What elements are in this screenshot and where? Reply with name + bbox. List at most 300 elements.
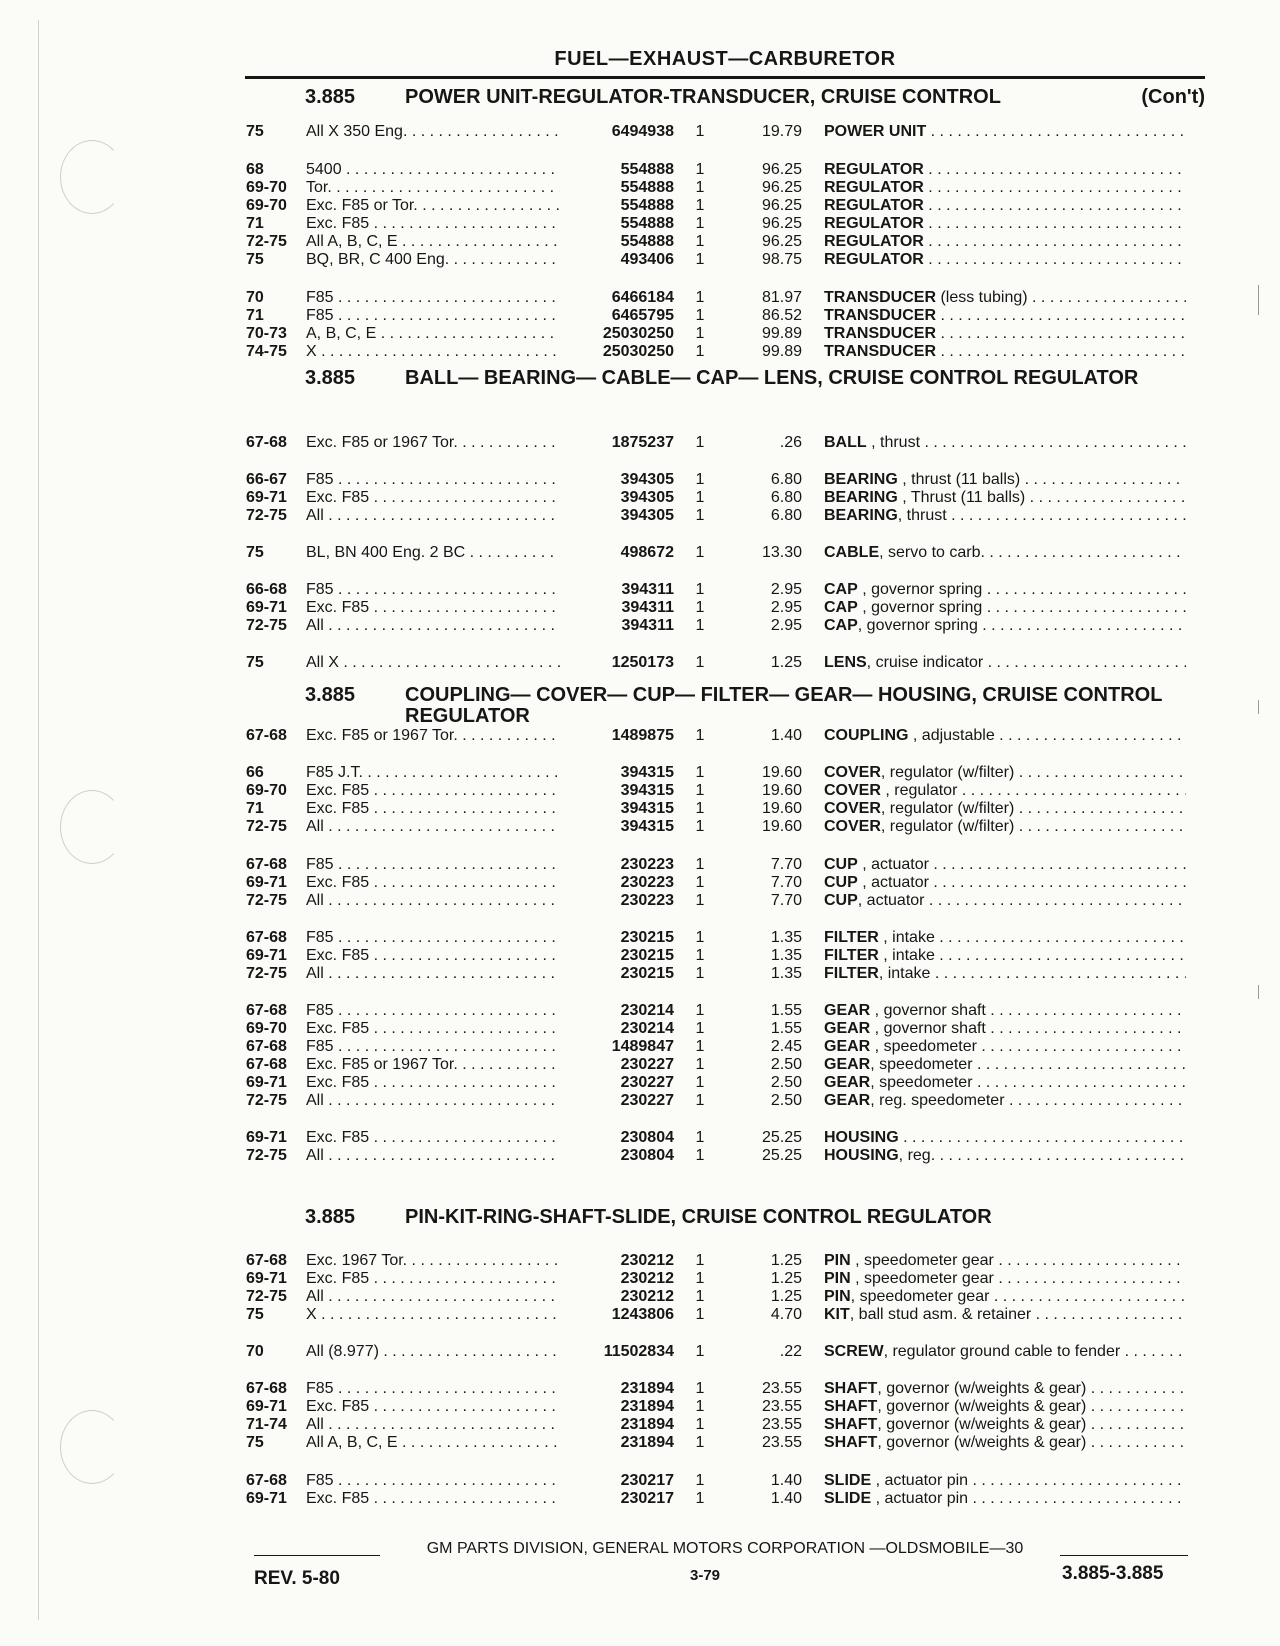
application: Exc. F85 . . . [306,873,574,892]
application: F85 . . . [306,306,574,325]
part-name: COVER [824,800,881,817]
part-description [824,250,1186,269]
part-description [824,288,1186,307]
model-year: 66-68 [246,581,287,598]
application: Exc. F85 . . . [306,781,574,800]
table-row [0,1342,1280,1361]
list-price: 2.95 [770,599,802,616]
part-number: 394315 [560,763,674,782]
table-row [0,288,1280,307]
part-number: 394311 [560,616,674,635]
part-description [824,1433,1186,1452]
table-row [0,342,1280,361]
part-description [824,1287,1186,1306]
quantity: 1 [695,289,705,306]
model-year: 75 [246,251,264,268]
table-row [0,616,1280,635]
part-spec: , thrust [897,507,947,524]
table-row [0,1019,1280,1038]
list-price: 23.55 [761,1416,802,1433]
model-year: 69-71 [246,1270,287,1287]
quantity: 1 [695,489,705,506]
part-description [824,1379,1186,1398]
application: All . . . [306,891,574,910]
table-row [0,653,1280,672]
quantity: 1 [695,929,705,946]
part-name: CAP [824,617,858,634]
part-description [824,178,1186,197]
part-name: TRANSDUCER [824,325,936,342]
part-name: REGULATOR [824,161,924,178]
application: Exc. F85 . . . [306,1489,574,1508]
part-name: SLIDE [824,1472,872,1489]
quantity: 1 [695,507,705,524]
application: Exc. F85 or 1967 Tor. . . . [306,433,574,452]
model-year: 69-71 [246,1398,287,1415]
table-row [0,855,1280,874]
section-code: 3.885 [305,86,356,108]
table-row [0,1037,1280,1056]
list-price: 99.89 [761,343,802,360]
quantity: 1 [695,782,705,799]
part-number: 394311 [560,580,674,599]
part-description [824,488,1186,507]
table-row [0,324,1280,343]
application: All . . . [306,616,574,635]
quantity: 1 [695,325,705,342]
application: Exc. F85 or 1967 Tor. . . . [306,726,574,745]
part-name: REGULATOR [824,197,924,214]
quantity: 1 [695,1343,705,1360]
section-continued: (Con't) [1141,86,1205,108]
part-spec: , reg. speedometer [870,1092,1005,1109]
model-year: 72-75 [246,1147,287,1164]
table-row [0,433,1280,452]
part-name: HOUSING [824,1147,899,1164]
part-number: 1489847 [560,1037,674,1056]
quantity: 1 [695,471,705,488]
quantity: 1 [695,874,705,891]
part-name: REGULATOR [824,233,924,250]
list-price: 13.30 [761,544,802,561]
part-number: 231894 [560,1433,674,1452]
table-row [0,1397,1280,1416]
part-description [824,580,1186,599]
part-name: SHAFT [824,1380,878,1397]
part-name: REGULATOR [824,179,924,196]
model-year: 69-70 [246,197,287,214]
part-name: PIN [824,1252,851,1269]
part-spec: , actuator [857,874,929,891]
list-price: 1.40 [770,1472,802,1489]
application: BL, BN 400 Eng. 2 BC . . . [306,543,574,562]
quantity: 1 [695,599,705,616]
part-description [824,543,1186,562]
part-number: 394311 [560,598,674,617]
part-name: TRANSDUCER [824,343,936,360]
part-description [824,1091,1186,1110]
list-price: 2.45 [770,1038,802,1055]
application: All . . . [306,1287,574,1306]
part-description [824,160,1186,179]
part-name: GEAR [824,1092,871,1109]
model-year: 67-68 [246,1252,287,1269]
list-price: 1.35 [770,965,802,982]
quantity: 1 [695,800,705,817]
table-row [0,964,1280,983]
application: Exc. 1967 Tor. . . . [306,1251,574,1270]
model-year: 67-68 [246,1002,287,1019]
model-year: 67-68 [246,856,287,873]
list-price: 6.80 [770,471,802,488]
application: X . . . [306,1305,574,1324]
list-price: 96.25 [761,179,802,196]
part-name: SCREW [824,1343,884,1360]
part-number: 230227 [560,1073,674,1092]
part-spec: , Thrust (11 balls) [897,489,1026,506]
part-spec: , ball stud asm. & retainer [849,1306,1032,1323]
page-title: FUEL—EXHAUST—CARBURETOR [554,48,896,70]
part-number: 394315 [560,781,674,800]
application: Exc. F85 . . . [306,1019,574,1038]
application: F85 . . . [306,1001,574,1020]
part-name: CAP [824,599,858,616]
part-name: FILTER [824,965,879,982]
part-number: 11502834 [560,1342,674,1361]
table-row [0,232,1280,251]
part-number: 230223 [560,891,674,910]
model-year: 71 [246,800,264,817]
part-number: 6466184 [560,288,674,307]
part-description [824,653,1186,672]
footer-rule [254,1555,380,1556]
list-price: 25.25 [761,1147,802,1164]
model-year: 69-70 [246,1020,287,1037]
table-row [0,1091,1280,1110]
part-spec: (less tubing) [936,289,1028,306]
part-number: 230227 [560,1055,674,1074]
part-description [824,1251,1186,1270]
part-description [824,306,1186,325]
quantity: 1 [695,123,705,140]
table-row [0,178,1280,197]
application: F85 . . . [306,1471,574,1490]
application: Exc. F85 . . . [306,799,574,818]
part-number: 394305 [560,488,674,507]
table-row [0,1001,1280,1020]
part-description [824,1342,1186,1361]
footer-corporation: GM PARTS DIVISION, GENERAL MOTORS CORPORATION —OLDSMOBILE—30 [426,1540,1024,1557]
part-spec: , speedometer gear [850,1288,990,1305]
part-number: 394315 [560,817,674,836]
part-description [824,342,1186,361]
part-spec: , actuator pin [871,1490,969,1507]
table-row [0,1287,1280,1306]
part-number: 230212 [560,1269,674,1288]
quantity: 1 [695,1038,705,1055]
list-price: 2.50 [770,1056,802,1073]
quantity: 1 [695,1002,705,1019]
part-number: 394305 [560,470,674,489]
table-row [0,214,1280,233]
part-name: CAP [824,581,858,598]
list-price: 7.70 [770,892,802,909]
model-year: 75 [246,1306,264,1323]
part-description [824,763,1186,782]
list-price: 1.25 [770,1270,802,1287]
table-row [0,306,1280,325]
table-row [0,1128,1280,1147]
part-spec: , regulator (w/filter) [880,818,1015,835]
list-price: 96.25 [761,233,802,250]
quantity: 1 [695,1092,705,1109]
list-price: 1.40 [770,1490,802,1507]
list-price: 1.25 [770,654,802,671]
part-name: CABLE [824,544,880,561]
list-price: 23.55 [761,1398,802,1415]
part-description [824,1397,1186,1416]
list-price: 96.25 [761,161,802,178]
list-price: 1.25 [770,1288,802,1305]
list-price: 2.95 [770,617,802,634]
part-description [824,232,1186,251]
part-spec: , thrust (11 balls) [897,471,1021,488]
part-name: BEARING [824,489,898,506]
table-row [0,250,1280,269]
part-name: CUP [824,856,858,873]
application: Exc. F85 or Tor. . . . [306,196,574,215]
list-price: 23.55 [761,1380,802,1397]
part-name: GEAR [824,1038,871,1055]
application: F85 . . . [306,580,574,599]
part-number: 554888 [560,232,674,251]
table-row [0,1055,1280,1074]
list-price: 1.35 [770,947,802,964]
part-spec: , thrust [866,434,921,451]
part-spec: , governor spring [857,581,983,598]
part-spec: , governor shaft [870,1020,986,1037]
part-spec: , regulator [880,782,958,799]
list-price: 98.75 [761,251,802,268]
quantity: 1 [695,1380,705,1397]
part-number: 230215 [560,946,674,965]
part-spec: , regulator (w/filter) [880,764,1015,781]
part-name: SLIDE [824,1490,872,1507]
margin-mark [1258,985,1259,999]
part-number: 230212 [560,1287,674,1306]
part-number: 230217 [560,1471,674,1490]
quantity: 1 [695,1288,705,1305]
part-spec: , speedometer [870,1056,973,1073]
part-name: LENS [824,654,867,671]
model-year: 67-68 [246,929,287,946]
table-row [0,543,1280,562]
part-number: 493406 [560,250,674,269]
model-year: 75 [246,1434,264,1451]
part-spec: , speedometer gear [850,1252,994,1269]
quantity: 1 [695,215,705,232]
margin-mark [1258,700,1259,714]
part-name: BEARING [824,471,898,488]
part-spec: , governor (w/weights & gear) [877,1416,1087,1433]
table-row [0,1269,1280,1288]
model-year: 72-75 [246,1288,287,1305]
list-price: 2.50 [770,1092,802,1109]
application: F85 . . . [306,470,574,489]
part-number: 230214 [560,1019,674,1038]
part-number: 1489875 [560,726,674,745]
part-description [824,1073,1186,1092]
table-row [0,1471,1280,1490]
application: All . . . [306,1146,574,1165]
quantity: 1 [695,1306,705,1323]
part-description [824,726,1186,745]
list-price: 23.55 [761,1434,802,1451]
application: F85 J.T. . . . [306,763,574,782]
section-title: COUPLING— COVER— CUP— FILTER— GEAR— HOUSING, CRUISE CONTROL REGULATOR [405,684,1163,727]
application: F85 . . . [306,1379,574,1398]
part-description [824,506,1186,525]
list-price: 6.80 [770,489,802,506]
footer-group-range: 3.885-3.885 [1062,1563,1164,1584]
part-name: KIT [824,1306,850,1323]
application: F85 . . . [306,855,574,874]
part-spec: , governor shaft [870,1002,986,1019]
part-number: 498672 [560,543,674,562]
table-row [0,1379,1280,1398]
model-year: 69-71 [246,874,287,891]
part-number: 25030250 [560,342,674,361]
part-spec: , reg. [898,1147,936,1164]
application: BQ, BR, C 400 Eng. . . . [306,250,574,269]
part-description [824,1471,1186,1490]
part-number: 230214 [560,1001,674,1020]
list-price: 2.50 [770,1074,802,1091]
application: Tor. . . . [306,178,574,197]
quantity: 1 [695,892,705,909]
application: Exc. F85 . . . [306,214,574,233]
model-year: 69-71 [246,599,287,616]
application: All (8.977) . . . [306,1342,574,1361]
part-spec: , intake [878,929,935,946]
part-name: COVER [824,764,881,781]
part-number: 230217 [560,1489,674,1508]
quantity: 1 [695,581,705,598]
part-number: 6465795 [560,306,674,325]
quantity: 1 [695,343,705,360]
table-row [0,1433,1280,1452]
part-spec: , governor (w/weights & gear) [877,1380,1087,1397]
part-name: GEAR [824,1002,871,1019]
quantity: 1 [695,965,705,982]
section-code: 3.885 [305,1206,356,1228]
part-name: PIN [824,1288,851,1305]
table-row [0,580,1280,599]
part-spec: , servo to carb. [879,544,985,561]
table-row [0,817,1280,836]
part-description [824,873,1186,892]
application: Exc. F85 . . . [306,946,574,965]
part-number: 6494938 [560,122,674,141]
model-year: 72-75 [246,818,287,835]
part-number: 230223 [560,855,674,874]
table-row [0,763,1280,782]
quantity: 1 [695,1074,705,1091]
section-title: BALL— BEARING— CABLE— CAP— LENS, CRUISE CONTROL REGULATOR [405,367,1139,389]
model-year: 67-68 [246,1472,287,1489]
part-description [824,214,1186,233]
part-description [824,1128,1186,1147]
model-year: 69-70 [246,179,287,196]
part-number: 230212 [560,1251,674,1270]
part-description [824,470,1186,489]
list-price: 19.60 [761,782,802,799]
model-year: 69-71 [246,1074,287,1091]
part-number: 554888 [560,214,674,233]
model-year: 66 [246,764,264,781]
table-row [0,1489,1280,1508]
table-row [0,726,1280,745]
application: Exc. F85 . . . [306,1128,574,1147]
part-name: TRANSDUCER [824,289,936,306]
table-row [0,506,1280,525]
part-spec: , actuator [857,856,929,873]
model-year: 75 [246,123,264,140]
model-year: 69-70 [246,782,287,799]
quantity: 1 [695,1020,705,1037]
part-number: 231894 [560,1397,674,1416]
part-spec: , actuator pin [871,1472,969,1489]
footer-rule [1060,1555,1188,1556]
part-number: 230227 [560,1091,674,1110]
part-number: 394305 [560,506,674,525]
model-year: 69-71 [246,1129,287,1146]
model-year: 69-71 [246,1490,287,1507]
part-name: SHAFT [824,1434,878,1451]
application: 5400 . . . [306,160,574,179]
application: Exc. F85 or 1967 Tor. . . . [306,1055,574,1074]
application: All . . . [306,1415,574,1434]
quantity: 1 [695,179,705,196]
quantity: 1 [695,307,705,324]
part-spec: , speedometer gear [850,1270,994,1287]
model-year: 70-73 [246,325,287,342]
part-spec: , governor spring [857,599,983,616]
part-number: 1875237 [560,433,674,452]
quantity: 1 [695,1490,705,1507]
part-name: GEAR [824,1020,871,1037]
quantity: 1 [695,764,705,781]
list-price: .26 [779,434,802,451]
list-price: 1.55 [770,1002,802,1019]
quantity: 1 [695,1434,705,1451]
part-name: POWER UNIT [824,123,927,140]
part-name: COUPLING [824,727,909,744]
part-name: PIN [824,1270,851,1287]
application: Exc. F85 . . . [306,1073,574,1092]
part-number: 231894 [560,1379,674,1398]
part-spec: , intake [878,947,935,964]
part-spec: , governor (w/weights & gear) [877,1398,1087,1415]
part-description [824,1055,1186,1074]
part-name: COVER [824,782,881,799]
quantity: 1 [695,251,705,268]
list-price: 2.95 [770,581,802,598]
part-number: 230804 [560,1146,674,1165]
application: F85 . . . [306,1037,574,1056]
quantity: 1 [695,1472,705,1489]
part-spec: , cruise indicator [866,654,984,671]
